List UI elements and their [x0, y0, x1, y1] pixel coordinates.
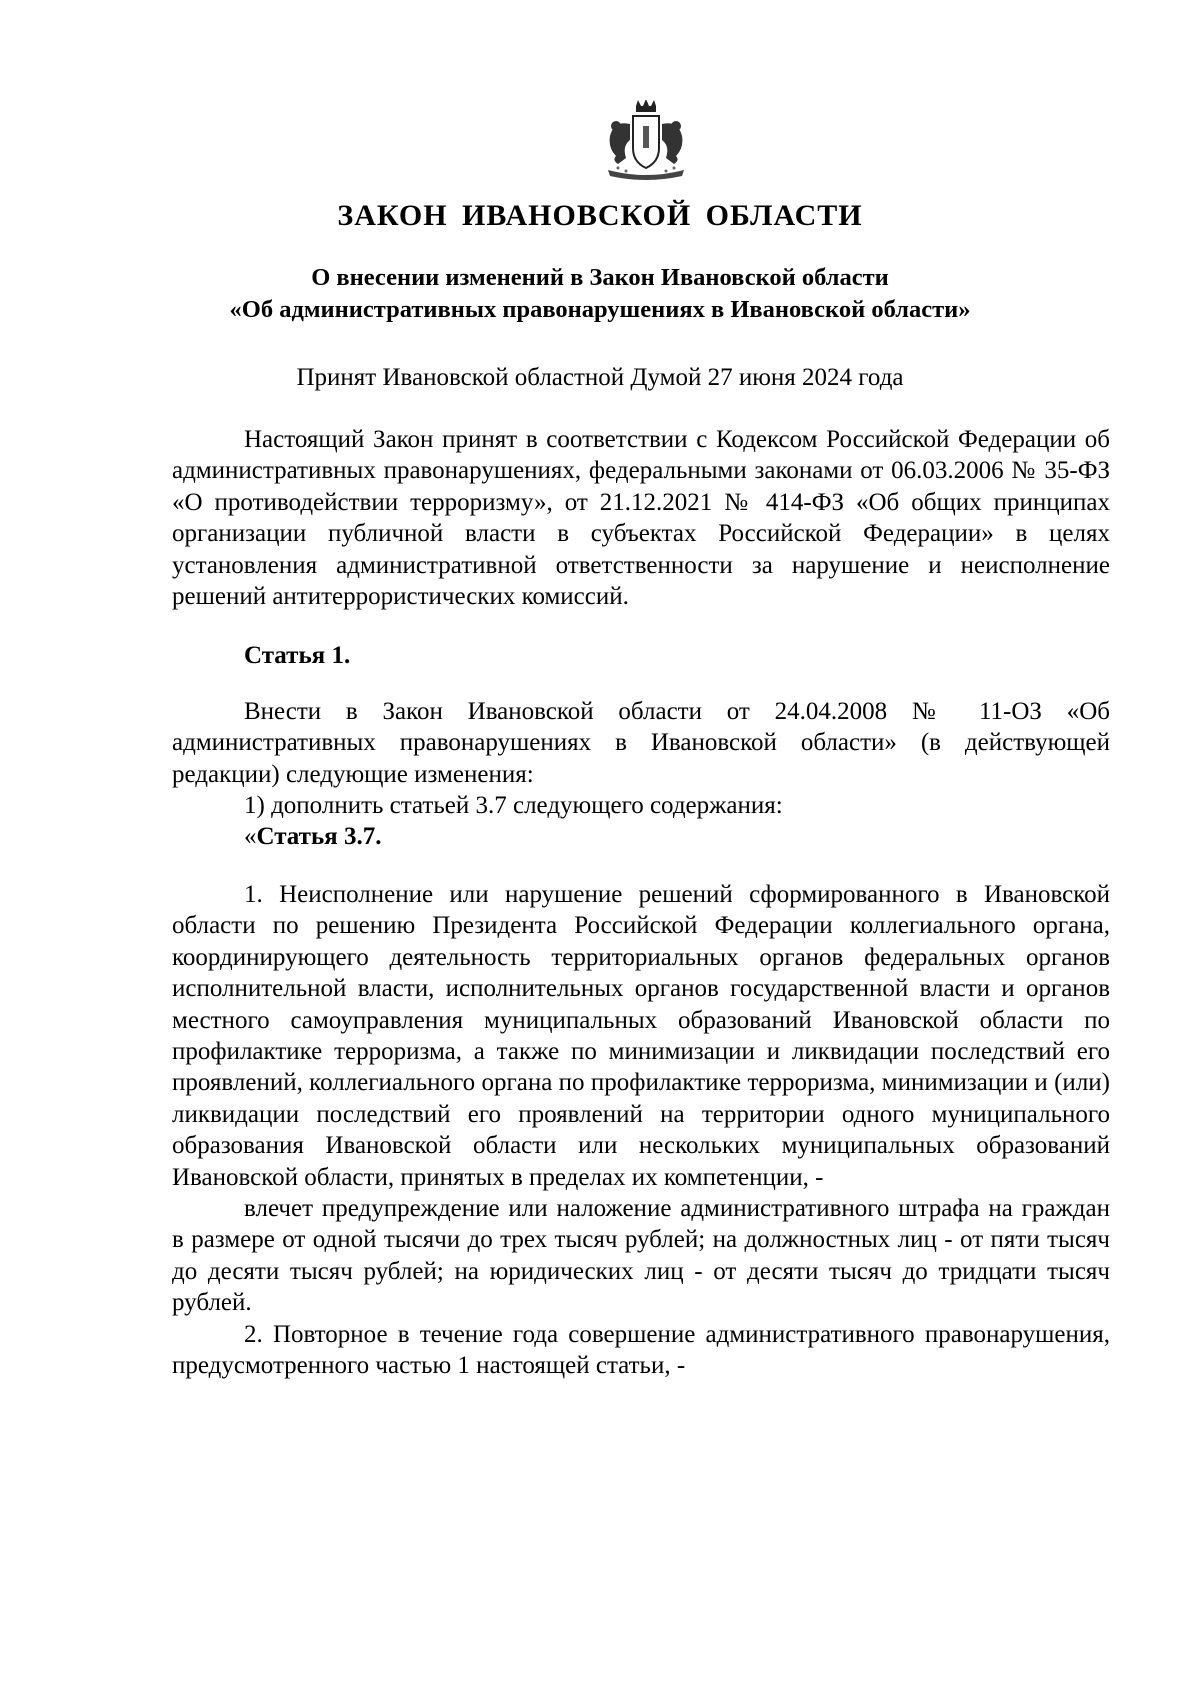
item-1-paragraph: 1) дополнить статьей 3.7 следующего содержания:: [244, 792, 783, 820]
article-3-7-part-2-paragraph: 2. Повторное в течение года совершение административного правонарушения, предусмотренного частью 1 настоящей статьи, -: [172, 1320, 1110, 1379]
document-title: ЗАКОН ИВАНОВСКОЙ ОБЛАСТИ: [337, 199, 863, 232]
document-subtitle: [0, 262, 1200, 326]
article-3-7-heading-line: [172, 821, 1110, 852]
article-1-intro-paragraph: Внести в Закон Ивановской области от 24.04.2008 № 11-ОЗ «Об административных правонарушениях в Ивановской области» (в действующей редакции) следующие изменения:: [172, 697, 1110, 788]
open-quote: «: [244, 823, 257, 851]
preamble-paragraph: Настоящий Закон принят в соответствии с Кодексом Российской Федерации об административных правонарушениях, федеральными законами от 06.03.2006 № 35-ФЗ «О противодействии терроризму», от 21.12.2021 № 414-ФЗ «Об общих принципах организации публичной власти в субъектах Российской Федерации» в целях установления административной ответственности за нарушение и неисполнение решений антитеррористических комиссий.: [172, 426, 1110, 611]
article-3-7-penalty-1-paragraph: влечет предупреждение или наложение административного штрафа на граждан в размере от одной тысячи до трех тысяч рублей; на должностных лиц - от пяти тысяч до десяти тысяч рублей; на юридических лиц - от десяти тысяч до тридцати тысяч рублей.: [172, 1194, 1110, 1317]
subtitle-line-1: О внесении изменений в Закон Ивановской области: [311, 264, 889, 291]
adoption-date-line: Принят Ивановской областной Думой 27 июня 2024 года: [296, 364, 904, 391]
article-3-7-part-1-paragraph: 1. Неисполнение или нарушение решений сформированного в Ивановской области по решению Президента Российской Федерации коллегиального органа, координирующего деятельность территориальных органов федеральных органов исполнительной власти, исполнительных органов государственной власти и органов местного самоуправления муниципальных образований Ивановской области по профилактике терроризма, а также по минимизации и ликвидации последствий его проявлений, коллегиального органа по профилактике терроризма, минимизации и (или) ликвидации последствий его проявлений на территории одного муниципального образования Ивановской области или нескольких муниципальных образований Ивановской области, принятых в пределах их компетенции, -: [172, 880, 1110, 1191]
coat-of-arms-icon: [596, 100, 696, 182]
article-3-7-heading: Статья 3.7.: [256, 823, 382, 851]
article-1-heading: Статья 1.: [244, 642, 351, 670]
document-body: [172, 424, 1110, 1381]
subtitle-line-2: «Об административных правонарушениях в Ивановской области»: [229, 296, 971, 323]
